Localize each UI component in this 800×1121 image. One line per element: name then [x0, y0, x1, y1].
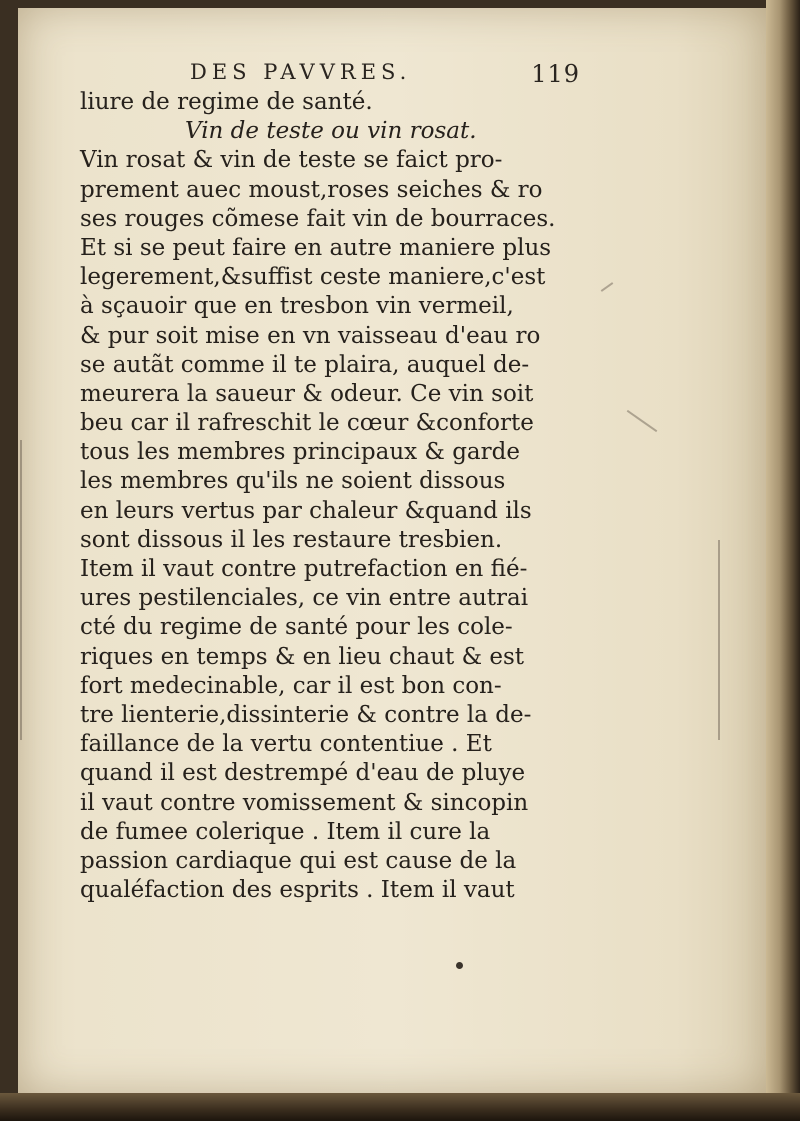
text-line: Et si se peut faire en autre maniere plus	[80, 234, 552, 261]
text-line: passion cardiaque qui est cause de la	[80, 847, 517, 874]
text-line: tre lienterie,dissinterie & contre la de-	[80, 701, 532, 728]
text-line: & pur soit mise en vn vaisseau d'eau ro	[80, 322, 541, 349]
text-line: ures pestilenciales, ce vin entre autrai	[80, 585, 529, 612]
text-line: il vaut contre vomissement & sincopin	[80, 789, 529, 816]
text-line: liure de regime de santé.	[80, 89, 373, 115]
text-line: en leurs vertus par chaleur &quand ils	[80, 497, 532, 524]
running-title: DES PAVVRES.	[190, 60, 412, 84]
text-line: quand il est destrempé d'eau de pluye	[80, 760, 526, 787]
text-line: legerement,&suffist ceste maniere,c'est	[80, 264, 546, 291]
text-line: tous les membres principaux & garde	[80, 439, 520, 466]
page-header	[190, 56, 580, 92]
ornament-dot	[456, 962, 463, 969]
text-line: ses rouges cõmese fait vin de bourraces.	[80, 205, 556, 232]
text-line: de fumee colerique . Item il cure la	[80, 818, 491, 845]
margin-mark	[718, 540, 720, 740]
text-line: sont dissous il les restaure tresbien.	[80, 526, 503, 553]
text-line: Item il vaut contre putrefaction en fié-	[80, 556, 528, 582]
page-number: 119	[531, 60, 580, 88]
section-heading: Vin de teste ou vin rosat.	[185, 118, 477, 145]
text-line: qualéfaction des esprits . Item il vaut	[80, 877, 515, 904]
text-line: riques en temps & en lieu chaut & est	[80, 643, 525, 670]
text-line: à sçauoir que en tresbon vin vermeil,	[80, 293, 514, 320]
text-line: les membres qu'ils ne soient dissous	[80, 468, 506, 495]
text-line: se autãt comme il te plaira, auquel de-	[80, 351, 530, 378]
text-line: faillance de la vertu contentiue . Et	[80, 731, 492, 758]
text-line: prement auec moust,roses seiches & ro	[80, 176, 543, 203]
book-bottom-edge	[0, 1093, 800, 1121]
page-edge-gutter	[766, 0, 800, 1121]
text-line: Vin rosat & vin de teste se faict pro-	[80, 147, 503, 174]
text-line: fort medecinable, car il est bon con-	[80, 672, 502, 699]
text-line: beu car il rafreschit le cœur &conforte	[80, 410, 534, 437]
text-line: meurera la saueur & odeur. Ce vin soit	[80, 380, 534, 407]
text-line: cté du regime de santé pour les cole-	[80, 614, 513, 641]
margin-mark	[20, 440, 22, 740]
body-text	[80, 88, 576, 905]
